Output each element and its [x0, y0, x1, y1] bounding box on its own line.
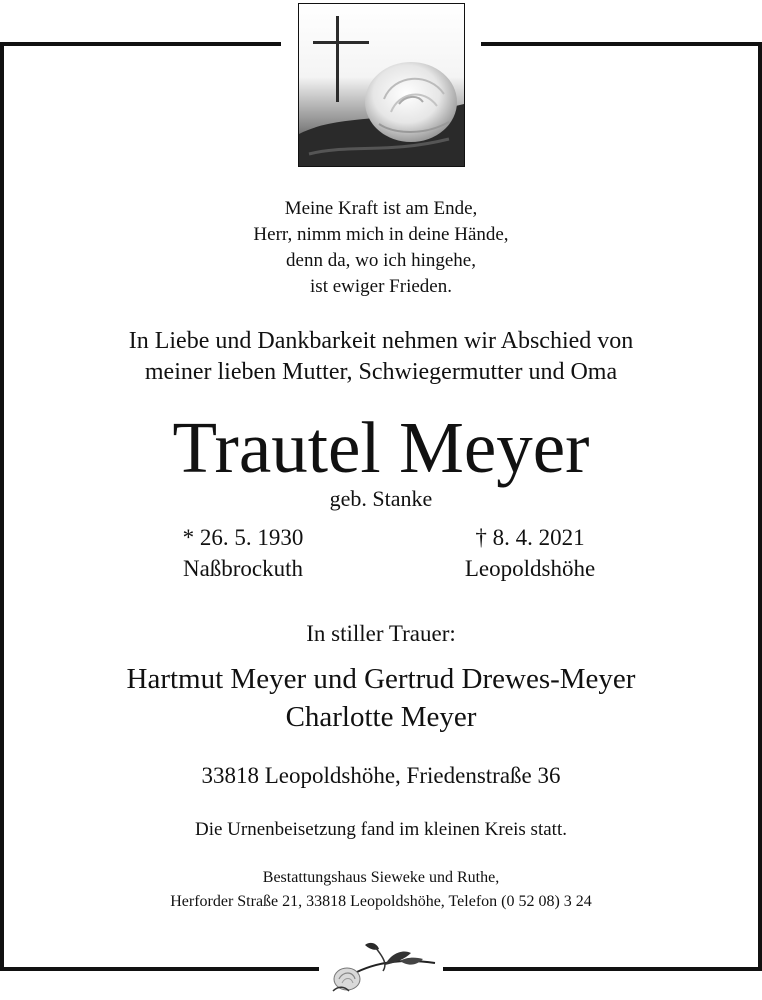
- mourning-heading: In stiller Trauer:: [306, 621, 456, 646]
- intro-line-1: In Liebe und Dankbarkeit nehmen wir Abschied von: [128, 328, 634, 354]
- death-date: † 8. 4. 2021: [475, 525, 585, 550]
- funeral-home-line-2: Herforder Straße 21, 33818 Leopoldshöhe, Telefon (0 52 08) 3 24: [170, 893, 592, 910]
- cross-and-rose-photo: [298, 3, 465, 167]
- frame-top-left: [0, 42, 281, 46]
- intro-line-2: meiner lieben Mutter, Schwiegermutter und Oma: [144, 359, 618, 385]
- poem-line-2: Herr, nimm mich in deine Hände,: [253, 224, 509, 245]
- mourning-address: 33818 Leopoldshöhe, Friedenstraße 36: [201, 763, 561, 788]
- mourner-line-1: Hartmut Meyer und Gertrud Drewes-Meyer: [126, 663, 636, 695]
- burial-note: Die Urnenbeisetzung fand im kleinen Kreis statt.: [195, 819, 567, 840]
- mourner-line-2: Charlotte Meyer: [285, 701, 477, 733]
- birth-date: * 26. 5. 1930: [182, 525, 304, 550]
- rose-icon: [365, 62, 457, 142]
- rose-icon: [325, 935, 440, 995]
- deceased-maiden-name: geb. Stanke: [329, 486, 433, 511]
- funeral-home-line-1: Bestattungshaus Sieweke und Ruthe,: [262, 869, 500, 886]
- frame-top-right: [481, 42, 762, 46]
- poem-line-3: denn da, wo ich hingehe,: [286, 250, 476, 271]
- frame-bottom-right: [443, 967, 762, 971]
- birth-place: Naßbrockuth: [182, 556, 304, 581]
- frame-bottom-left: [0, 967, 319, 971]
- poem-line-1: Meine Kraft ist am Ende,: [284, 198, 478, 219]
- poem-line-4: ist ewiger Frieden.: [310, 276, 452, 297]
- death-place: Leopoldshöhe: [464, 556, 596, 581]
- deceased-name: Trautel Meyer: [172, 407, 590, 488]
